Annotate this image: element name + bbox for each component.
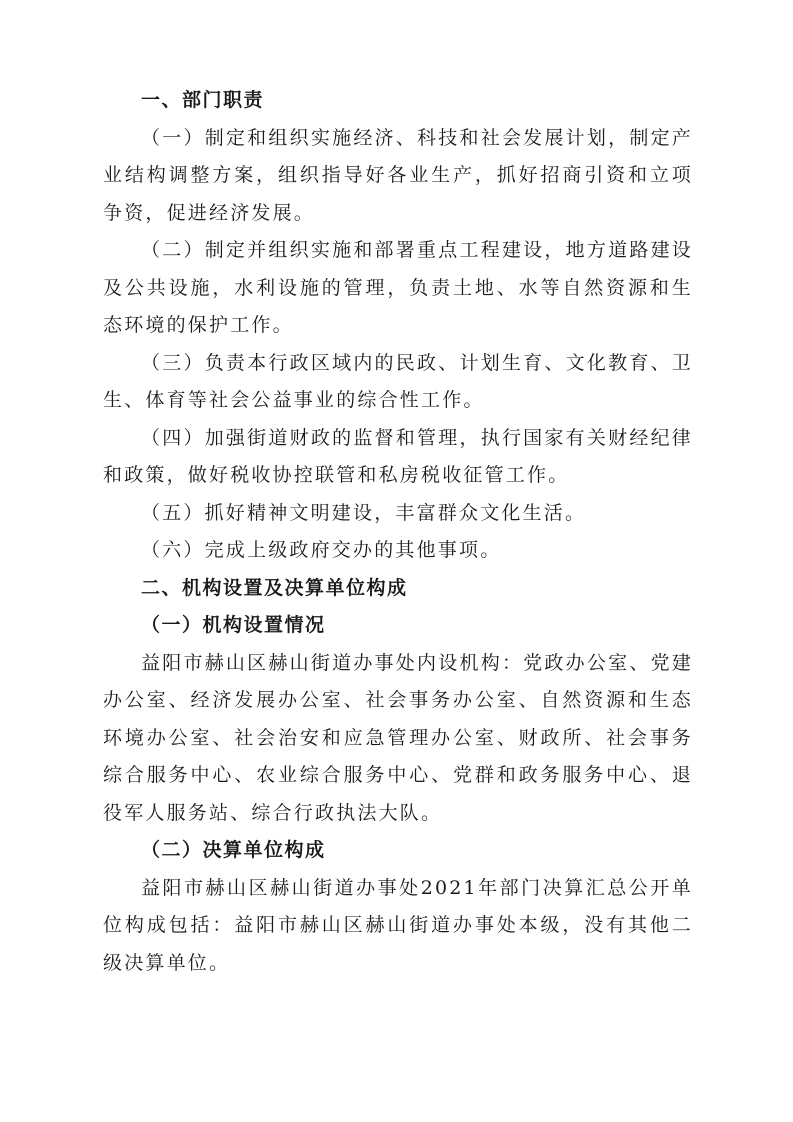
subsection-budget-unit-heading: （二）决算单位构成 [141, 839, 326, 861]
budget-unit-text: 益阳市赫山区赫山街道办事处2021年部门决算汇总公开单位构成包括：益阳市赫山区赫山街道办事处本级，没有其他二级决算单位。 [103, 876, 693, 974]
org-setup-text: 益阳市赫山区赫山街道办事处内设机构：党政办公室、党建办公室、经济发展办公室、社会事务办公室、自然资源和生态环境办公室、社会治安和应急管理办公室、财政所、社会事务综合服务中心、农业综合服务中心、党群和政务服务中心、退役军人服务站、综合行政执法大队。 [103, 651, 693, 824]
duty-item-3: （三）负责本行政区域内的民政、计划生育、文化教育、卫生、体育等社会公益事业的综合性工作。 [103, 351, 693, 411]
duty-item-1: （一）制定和组织实施经济、科技和社会发展计划，制定产业结构调整方案，组织指导好各业生产，抓好招商引资和立项争资，促进经济发展。 [103, 126, 693, 224]
duty-item-6: （六）完成上级政府交办的其他事项。 [141, 539, 502, 561]
duty-item-5: （五）抓好精神文明建设，丰富群众文化生活。 [141, 501, 587, 524]
document-page [103, 82, 693, 982]
section-1-heading: 一、部门职责 [141, 89, 265, 111]
duty-item-4: （四）加强街道财政的监督和管理，执行国家有关财经纪律和政策，做好税收协控联管和私房税收征管工作。 [103, 426, 693, 486]
duty-item-2: （二）制定并组织实施和部署重点工程建设，地方道路建设及公共设施，水利设施的管理，负责土地、水等自然资源和生态环境的保护工作。 [103, 239, 693, 336]
subsection-org-setup-heading: （一）机构设置情况 [141, 614, 326, 636]
section-2-heading: 二、机构设置及决算单位构成 [141, 576, 408, 599]
